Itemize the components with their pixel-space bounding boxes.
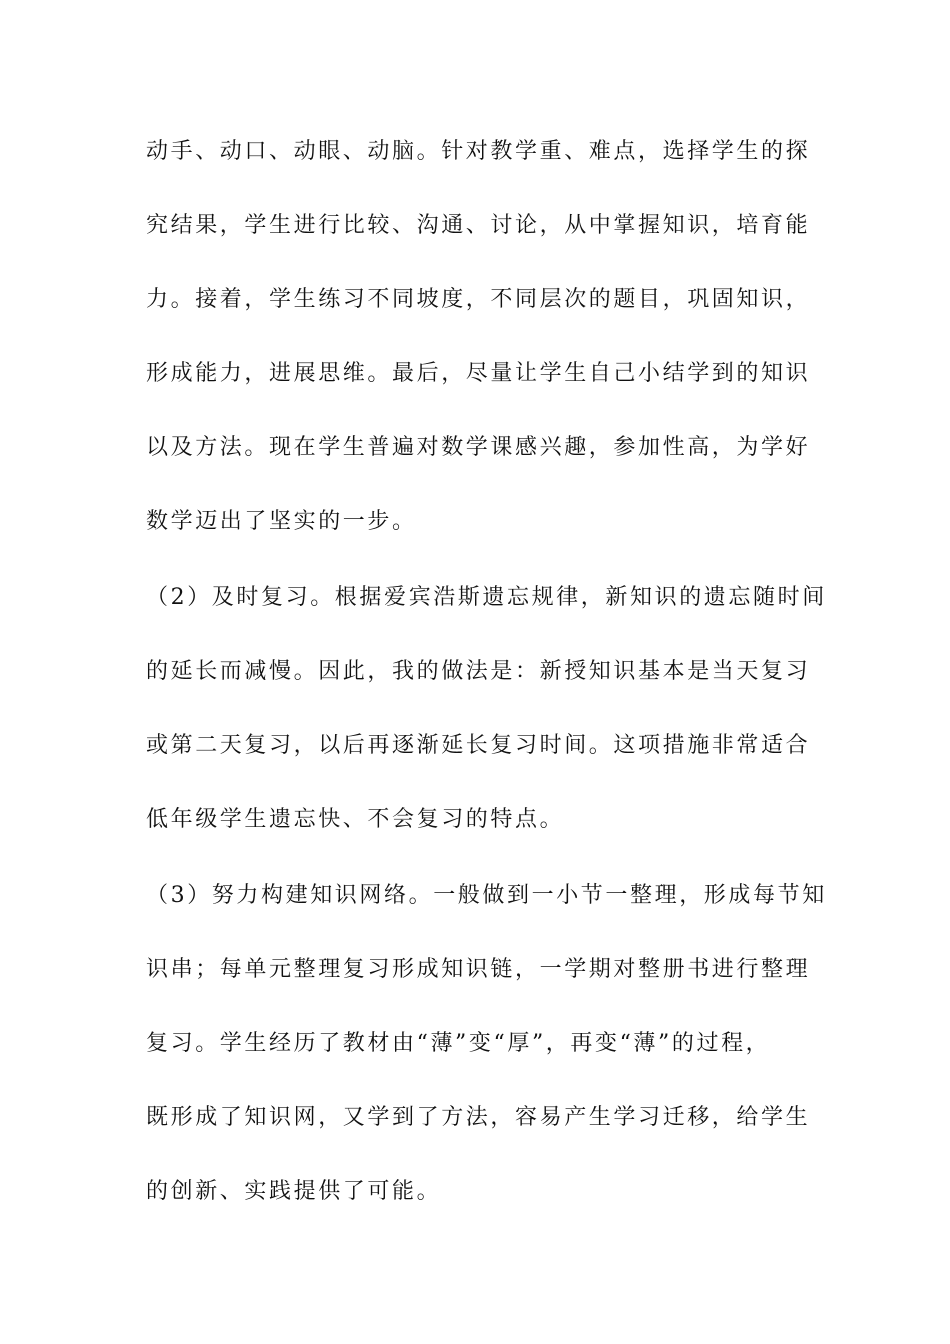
text-line: 动手、动口、动眼、动脑。针对教学重、难点，选择学生的探 [146,139,811,164]
text-line: （2）及时复习。根据爱宾浩斯遗忘规律，新知识的遗忘随时间 [146,585,827,610]
text-line: 低年级学生遗忘快、不会复习的特点。 [146,807,565,832]
text-line: 数学迈出了坚实的一步。 [146,509,417,534]
text-line: 复习。学生经历了教材由“薄”变“厚”，再变“薄”的过程， [146,1031,771,1056]
text-line: 究结果，学生进行比较、沟通、讨论，从中掌握知识，培育能 [146,213,811,238]
text-line: 既形成了知识网，又学到了方法，容易产生学习迁移，给学生 [146,1105,811,1130]
text-line: 形成能力，进展思维。最后，尽量让学生自己小结学到的知识 [146,361,811,386]
text-line: （3）努力构建知识网络。一般做到一小节一整理，形成每节知 [146,883,827,908]
text-line: 力。接着，学生练习不同坡度，不同层次的题目，巩固知识， [146,287,811,312]
text-line: 或第二天复习，以后再逐渐延长复习时间。这项措施非常适合 [146,733,811,758]
text-line: 的创新、实践提供了可能。 [146,1179,442,1204]
text-line: 的延长而减慢。因此，我的做法是：新授知识基本是当天复习 [146,659,811,684]
text-line: 以及方法。现在学生普遍对数学课感兴趣，参加性高，为学好 [146,435,811,460]
text-line: 识串；每单元整理复习形成知识链，一学期对整册书进行整理 [146,957,811,982]
